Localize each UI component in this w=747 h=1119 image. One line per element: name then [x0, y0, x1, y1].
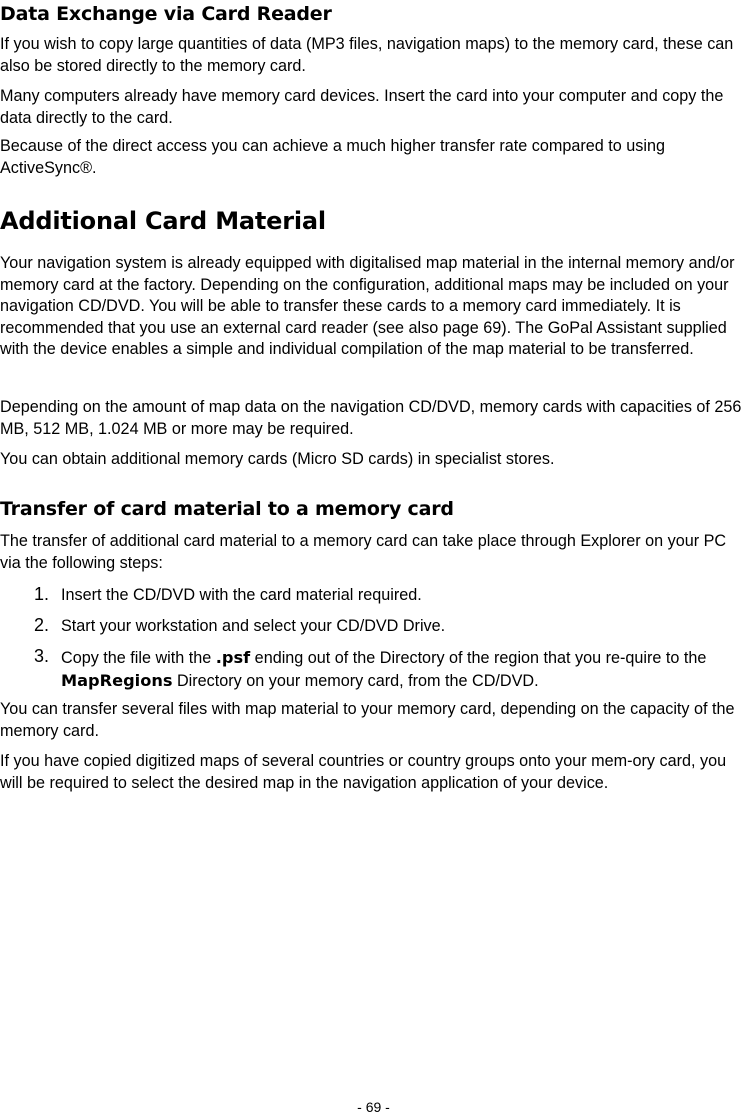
heading-transfer-card-material: Transfer of card material to a memory card — [0, 498, 454, 520]
paragraph: Many computers already have memory card devices. Insert the card into your computer and copy the data directly to the card. — [0, 87, 724, 127]
heading-data-exchange: Data Exchange via Card Reader — [0, 3, 332, 25]
list-item — [34, 616, 734, 638]
list-item-text: Start your workstation and select your CD/DVD Drive. — [61, 617, 446, 635]
list-item-text — [61, 647, 734, 692]
step-text-part: Directory on your memory card, from the CD/DVD. — [172, 671, 539, 690]
file-extension-code: .psf — [215, 648, 251, 667]
paragraph: Because of the direct access you can achieve a much higher transfer rate compared to using ActiveSync®. — [0, 137, 665, 177]
list-item-number: 2. — [34, 615, 50, 635]
step-text-part: ending out of the Directory of the region that you re-quire to the — [250, 649, 707, 667]
paragraph: You can obtain additional memory cards (Micro SD cards) in specialist stores. — [0, 450, 555, 468]
list-item-number: 1. — [34, 584, 50, 604]
directory-name-code: MapRegions — [61, 670, 173, 690]
paragraph: If you wish to copy large quantities of data (MP3 files, navigation maps) to the memory card, these can also be stored directly to the memory card. — [0, 35, 734, 75]
list-item-number: 3. — [34, 646, 50, 666]
heading-additional-card-material: Additional Card Material — [0, 207, 326, 235]
step-text-part: Copy the file with the — [61, 649, 216, 667]
page-number: - 69 - — [357, 1099, 390, 1115]
paragraph: Your navigation system is already equipped with digitalised map material in the internal memory and/or memory card at the factory. Depending on the configuration, additional maps may be included on your navigation CD/DVD. You will be able to transfer these cards to a memory card immediately. It is recommended that you use an external card reader (see also page 69). The GoPal Assistant supplied with the device enables a simple and individual compilation of the map material to be transferred. — [0, 254, 735, 358]
paragraph: Depending on the amount of map data on the navigation CD/DVD, memory cards with capacities of 256 MB, 512 MB, 1.024 MB or more may be required. — [0, 398, 742, 438]
paragraph: You can transfer several files with map material to your memory card, depending on the capacity of the memory card. — [0, 700, 735, 740]
list-item-text: Insert the CD/DVD with the card material required. — [61, 586, 422, 604]
list-item — [34, 585, 734, 607]
paragraph: If you have copied digitized maps of several countries or country groups onto your mem-ory card, you will be required to select the desired map in the navigation application of your device. — [0, 752, 727, 792]
paragraph: The transfer of additional card material to a memory card can take place through Explorer on your PC via the following steps: — [0, 532, 727, 572]
list-item — [34, 647, 734, 692]
